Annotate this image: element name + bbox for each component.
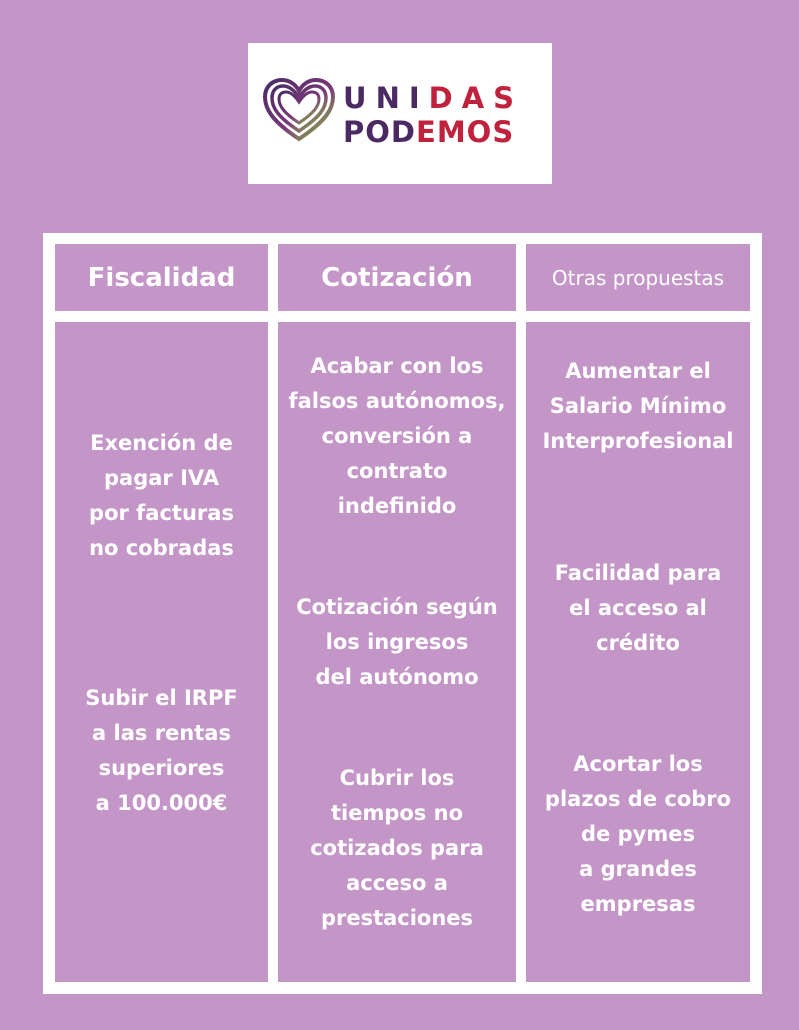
proposal-line: crédito xyxy=(596,631,680,655)
proposal-line: Cotización según xyxy=(296,595,498,619)
column-header-fiscalidad xyxy=(55,244,268,311)
proposal-line: del autónomo xyxy=(315,665,479,689)
proposal-line: los ingresos xyxy=(325,630,469,654)
proposal-item xyxy=(278,349,516,524)
proposal-item xyxy=(55,426,268,566)
proposal-item xyxy=(526,354,750,459)
proposal-line: el acceso al xyxy=(569,596,707,620)
column-header-label: Cotización xyxy=(321,262,473,293)
logo-line-1: UNIDAS xyxy=(343,81,524,115)
proposal-line: acceso a xyxy=(346,871,448,895)
proposal-line: Acortar los xyxy=(573,752,703,776)
proposals-table xyxy=(43,233,762,994)
column-header-otras-propuestas xyxy=(526,244,750,311)
proposal-item xyxy=(278,761,516,936)
proposal-item xyxy=(526,747,750,922)
column-body-cotizacion xyxy=(278,322,516,982)
proposal-line: a las rentas xyxy=(92,721,231,745)
proposal-line: contrato xyxy=(346,459,448,483)
column-body-otras-propuestas xyxy=(526,322,750,982)
proposal-line: empresas xyxy=(580,892,696,916)
proposal-line: Aumentar el xyxy=(565,359,711,383)
proposal-line: plazos de cobro xyxy=(544,787,732,811)
proposal-line: indefinido xyxy=(337,494,457,518)
proposal-line: falsos autónomos, xyxy=(288,389,506,413)
proposal-line: Salario Mínimo xyxy=(549,394,727,418)
proposal-line: Acabar con los xyxy=(310,354,484,378)
proposal-line: conversión a xyxy=(321,424,473,448)
logo xyxy=(248,43,552,184)
logo-line-2: PODEMOS xyxy=(343,115,515,149)
proposal-line: Cubrir los xyxy=(339,766,455,790)
proposal-line: Exención de xyxy=(90,431,233,455)
proposal-line: superiores xyxy=(98,756,225,780)
proposal-line: prestaciones xyxy=(320,906,474,930)
proposal-line: Facilidad para xyxy=(554,561,722,585)
proposal-line: cotizados para xyxy=(310,836,484,860)
proposal-line: de pymes xyxy=(581,822,695,846)
proposal-item xyxy=(278,590,516,695)
proposal-line: a grandes xyxy=(579,857,697,881)
heart-logo-icon xyxy=(262,77,336,145)
proposal-line: a 100.000€ xyxy=(95,791,228,815)
proposal-item xyxy=(55,681,268,821)
proposal-line: Subir el IRPF xyxy=(85,686,238,710)
proposal-line: Interprofesional xyxy=(542,429,734,453)
proposal-line: tiempos no xyxy=(330,801,463,825)
proposal-item xyxy=(526,556,750,661)
column-header-cotizacion xyxy=(278,244,516,311)
column-body-fiscalidad xyxy=(55,322,268,982)
proposal-line: no cobradas xyxy=(89,536,234,560)
proposal-line: por facturas xyxy=(89,501,234,525)
column-header-label: Fiscalidad xyxy=(87,262,236,293)
proposal-line: pagar IVA xyxy=(104,466,219,490)
column-header-label: Otras propuestas xyxy=(551,265,725,290)
